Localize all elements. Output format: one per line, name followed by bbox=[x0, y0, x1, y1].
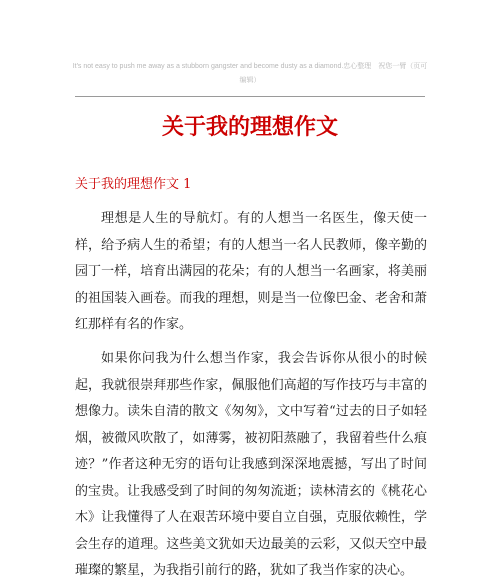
section-heading: 关于我的理想作文 1 bbox=[75, 177, 192, 192]
paragraph-1: 理想是人生的导航灯。有的人想当一名医生，像天使一样，给予病人生的希望；有的人想当一名人民教师，像辛勤的园丁一样，培育出满园的花朵；有的人想当一名画家，将美丽的祖国装入画卷。而我的理想，则是当一位像巴金、老舍和萧红那样有名的作家。 bbox=[75, 211, 427, 332]
header-watermark-note: It's not easy to push me away as a stubborn gangster and become dusty as a diamond.忠心整理 祝您一臂（页可编辑） bbox=[72, 63, 428, 84]
document-title: 关于我的理想作文 bbox=[161, 114, 338, 140]
header-divider bbox=[75, 96, 425, 97]
paragraph-2: 如果你问我为什么想当作家，我会告诉你从很小的时候起，我就很崇拜那些作家，佩服他们高超的写作技巧与丰富的想像力。读朱自清的散文《匆匆》，文中写着“过去的日子如轻烟，被微风吹散了，如薄雾，被初阳蒸融了，我留着些什么痕迹？”作者这种无穷的语句让我感到深深地震撼，写出了时间的宝贵。让我感受到了时间的匆匆流逝；读林清玄的《桃花心木》让我懂得了人在艰苦环境中要自立自强，克服依赖性，学会生存的道理。这些美文犹如天边最美的云彩，又似天空中最璀璨的繁星，为我指引前行的路，犹如了我当作家的决心。 bbox=[75, 351, 427, 578]
